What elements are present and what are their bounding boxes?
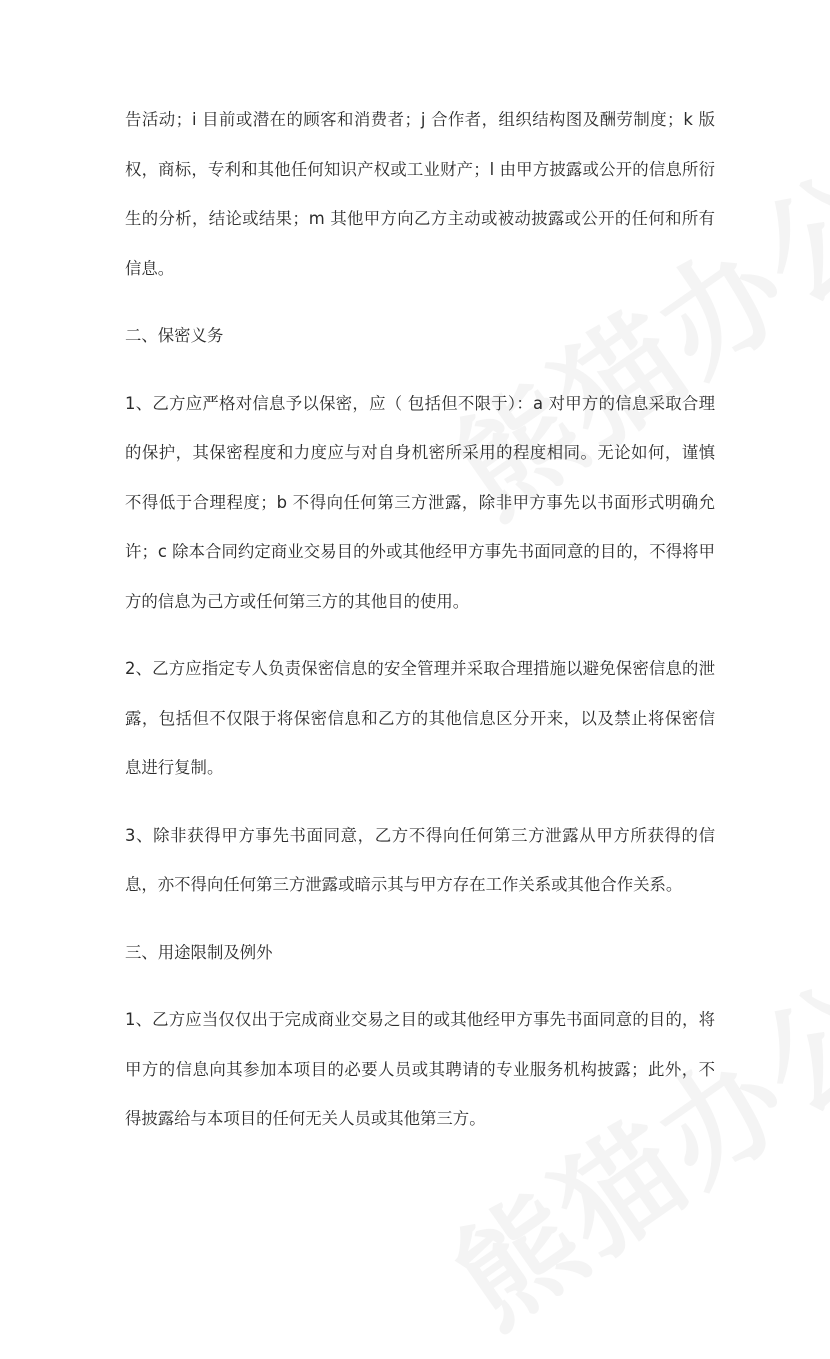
document-page — [125, 95, 715, 1144]
paragraph-use-restriction-1: 1、乙方应当仅仅出于完成商业交易之目的或其他经甲方事先书面同意的目的，将甲方的信息向其参加本项目的必要人员或其聘请的专业服务机构披露；此外，不得披露给与本项目的任何无关人员或其他第三方。 — [125, 1010, 715, 1128]
paragraph-obligation-1: 1、乙方应严格对信息予以保密，应（ 包括但不限于）：a 对甲方的信息采取合理的保护，其保密程度和力度应与对自身机密所采用的程度相同。无论如何，谨慎不得低于合理程度；b 不得向任何第三方泄露，除非甲方事先以书面形式明确允许；c 除本合同约定商业交易目的外或其他经甲方事先书面同意的目的，不得将甲方的信息为己方或任何第三方的其他目的使用。 — [125, 393, 715, 611]
paragraph-confidential-info-list: 告活动；i 目前或潜在的顾客和消费者；j 合作者，组织结构图及酬劳制度；k 版权，商标，专利和其他任何知识产权或工业财产；l 由甲方披露或公开的信息所衍生的分析，结论或结果；m 其他甲方向乙方主动或被动披露或公开的任何和所有信息。 — [125, 110, 715, 278]
paragraph-obligation-3: 3、除非获得甲方事先书面同意，乙方不得向任何第三方泄露从甲方所获得的信息，亦不得向任何第三方泄露或暗示其与甲方存在工作关系或其他合作关系。 — [125, 825, 715, 894]
paragraph-obligation-2: 2、乙方应指定专人负责保密信息的安全管理并采取合理措施以避免保密信息的泄露，包括但不仅限于将保密信息和乙方的其他信息区分开来，以及禁止将保密信息进行复制。 — [125, 659, 715, 777]
section-heading-confidentiality-obligations: 二、保密义务 — [125, 326, 224, 345]
section-heading-use-restrictions: 三、用途限制及例外 — [125, 942, 273, 962]
